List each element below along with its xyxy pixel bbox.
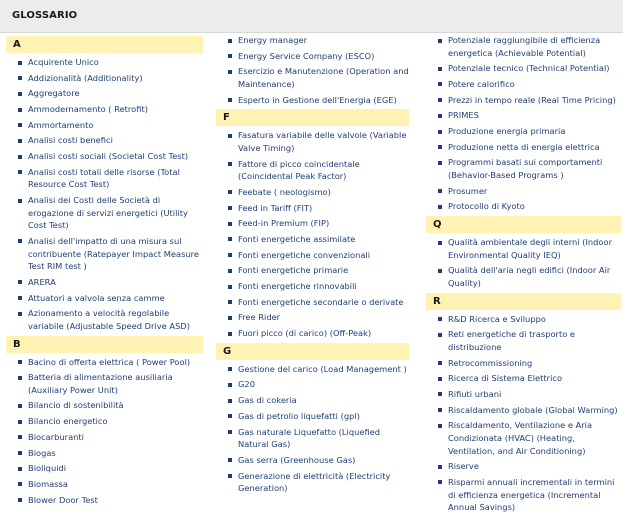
section-letter-q: Q [426,216,621,233]
glossary-term-link[interactable]: Gas naturale Liquefatto (Liquefied Natural Gas) [216,426,409,451]
glossary-term-link[interactable]: Fonti energetiche convenzionali [216,249,409,262]
glossary-term-link[interactable]: Bilancio energetico [6,415,203,428]
glossary-term-link[interactable]: R&D Ricerca e Sviluppo [426,313,621,326]
glossary-term-link[interactable]: Azionamento a velocità regolabile variabile (Adjustable Speed Drive ASD) [6,307,203,332]
glossary-term-list [216,363,409,495]
glossary-term-link[interactable]: G20 [216,378,409,391]
glossary-term-link[interactable]: Riscaldamento globale (Global Warming) [426,404,621,417]
glossary-term-link[interactable]: Potere calorifico [426,78,621,91]
glossary-term-list [216,34,409,106]
glossary-term-link[interactable]: Feed in Tariff (FIT) [216,202,409,215]
glossary-column-1 [6,34,203,509]
glossary-term-link[interactable]: Energy manager [216,34,409,47]
glossary-term-link[interactable]: Fuori picco (di carico) (Off-Peak) [216,327,409,340]
glossary-term-link[interactable]: Fasatura variabile delle valvole (Variable Valve Timing) [216,129,409,154]
glossary-term-link[interactable]: Potenziale raggiungibile di efficienza energetica (Achievable Potential) [426,34,621,59]
glossary-term-link[interactable]: Gestione del carico (Load Management ) [216,363,409,376]
glossary-term-link[interactable]: Produzione energia primaria [426,125,621,138]
glossary-term-link[interactable]: Blower Door Test [6,494,203,507]
section-letter-r: R [426,293,621,310]
section-letter-b: B [6,336,203,353]
section-letter-a: A [6,36,203,53]
glossary-term-list [216,129,409,339]
glossary-term-link[interactable]: Risparmi annuali incrementali in termini di efficienza energetica (Incremental Annual Savings) [426,476,621,514]
glossary-term-link[interactable]: Prosumer [426,185,621,198]
glossary-term-link[interactable]: Programmi basati sui comportamenti (Behavior-Based Programs ) [426,156,621,181]
glossary-term-link[interactable]: Potenziale tecnico (Technical Potential) [426,62,621,75]
glossary-term-link[interactable]: Analisi dei Costi delle Società di erogazione di servizi energetici (Utility Cost Test) [6,194,203,232]
glossary-term-link[interactable]: Aggregatore [6,87,203,100]
glossary-term-link[interactable]: Ammortamento [6,119,203,132]
glossary-term-link[interactable]: Ammodernamento ( Retrofit) [6,103,203,116]
glossary-term-link[interactable]: Protocollo di Kyoto [426,200,621,213]
glossary-term-list [6,56,203,332]
glossary-term-link[interactable]: Addizionalità (Additionality) [6,72,203,85]
glossary-term-link[interactable]: Generazione di elettricità (Electricity Generation) [216,470,409,495]
glossary-term-link[interactable]: Biomassa [6,478,203,491]
glossary-term-link[interactable]: Esercizio e Manutenzione (Operation and Maintenance) [216,65,409,90]
glossary-header [0,0,623,33]
glossary-term-link[interactable]: Bioliquidi [6,462,203,475]
glossary-column-3 [426,34,621,517]
glossary-term-link[interactable]: Esperto in Gestione dell'Energia (EGE) [216,94,409,107]
glossary-term-link[interactable]: Analisi dell'impatto di una misura sul contribuente (Ratepayer Impact Measure Test RIM test ) [6,235,203,273]
glossary-column-2 [216,34,409,498]
page-title: GLOSSARIO [12,10,78,21]
glossary-term-link[interactable]: Biocarburanti [6,431,203,444]
glossary-term-link[interactable]: Riscaldamento, Ventilazione e Aria Condizionata (HVAC) (Heating, Ventilation, and Air Conditioning) [426,419,621,457]
glossary-term-link[interactable]: Analisi costi sociali (Societal Cost Test) [6,150,203,163]
glossary-term-link[interactable]: Feed-in Premium (FIP) [216,217,409,230]
glossary-term-link[interactable]: Fonti energetiche assimilate [216,233,409,246]
glossary-term-link[interactable]: Reti energetiche di trasporto e distribuzione [426,328,621,353]
glossary-term-link[interactable]: Qualità dell'aria negli edifici (Indoor Air Quality) [426,264,621,289]
glossary-term-link[interactable]: Batteria di alimentazione ausiliaria (Auxiliary Power Unit) [6,371,203,396]
glossary-term-link[interactable]: Bilancio di sostenibilità [6,399,203,412]
glossary-term-link[interactable]: Fonti energetiche rinnovabili [216,280,409,293]
glossary-term-list [426,313,621,514]
glossary-term-link[interactable]: Fattore di picco coincidentale (Coincidental Peak Factor) [216,158,409,183]
glossary-term-link[interactable]: Rifiuti urbani [426,388,621,401]
glossary-term-link[interactable]: Ricerca di Sistema Elettrico [426,372,621,385]
glossary-term-link[interactable]: Analisi costi benefici [6,134,203,147]
glossary-term-link[interactable]: Bacino di offerta elettrica ( Power Pool) [6,356,203,369]
glossary-term-link[interactable]: Acquirente Unico [6,56,203,69]
section-letter-f: F [216,109,409,126]
glossary-term-link[interactable]: Gas serra (Greenhouse Gas) [216,454,409,467]
glossary-term-link[interactable]: Fonti energetiche primarie [216,264,409,277]
glossary-term-link[interactable]: Retrocommissioning [426,357,621,370]
glossary-term-list [426,236,621,289]
glossary-term-link[interactable]: Gas di cokeria [216,394,409,407]
glossary-term-link[interactable]: Free Rider [216,311,409,324]
glossary-term-link[interactable]: Qualità ambientale degli interni (Indoor Environmental Quality IEQ) [426,236,621,261]
glossary-term-link[interactable]: PRIMES [426,109,621,122]
glossary-term-link[interactable]: Gas di petrolio liquefatti (gpl) [216,410,409,423]
glossary-term-link[interactable]: Riserve [426,460,621,473]
glossary-term-link[interactable]: Produzione netta di energia elettrica [426,141,621,154]
glossary-term-link[interactable]: Attuatori a valvola senza camme [6,292,203,305]
glossary-term-link[interactable]: Analisi costi totali delle risorse (Total Resource Cost Test) [6,166,203,191]
glossary-term-link[interactable]: Energy Service Company (ESCO) [216,50,409,63]
section-letter-g: G [216,343,409,360]
glossary-term-list [426,34,621,213]
glossary-term-list [6,356,203,507]
glossary-term-link[interactable]: Fonti energetiche secondarie o derivate [216,296,409,309]
glossary-term-link[interactable]: Prezzi in tempo reale (Real Time Pricing) [426,94,621,107]
glossary-term-link[interactable]: ARERA [6,276,203,289]
glossary-term-link[interactable]: Feebate ( neologismo) [216,186,409,199]
glossary-term-link[interactable]: Biogas [6,447,203,460]
